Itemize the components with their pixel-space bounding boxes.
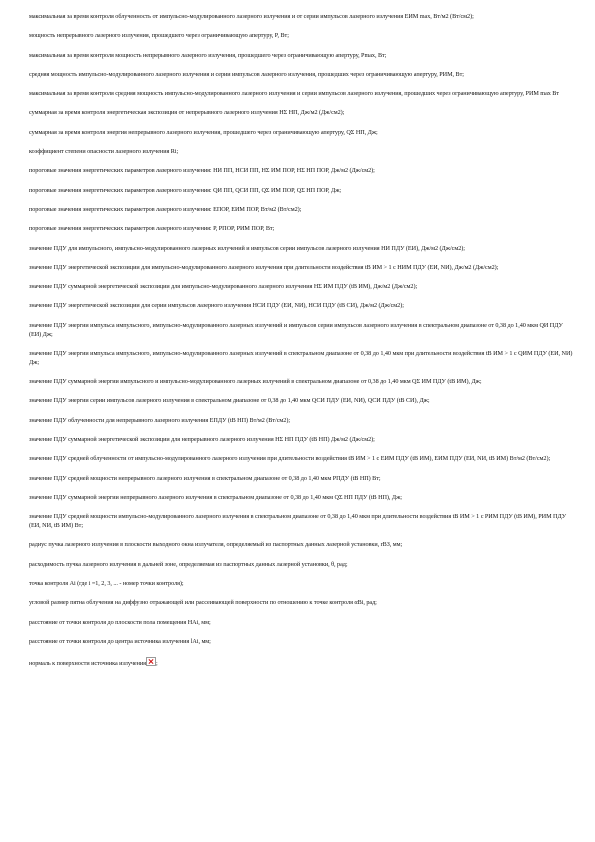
paragraph-4: средняя мощность импульсно-модулированного лазерного излучения и серии импульсов лазерного излучения, прошедших через ограничивающую апертуру, PИМ, Вт; (29, 70, 464, 78)
paragraph-30: угловой размер пятна облучения на диффузно отражающей или рассеивающей поверхности по отношению к точке контроля αВi, рад; (29, 599, 377, 607)
paragraph-9: пороговые значения энергетических параметров лазерного излучения: HИ ПП, HСИ ПП, HΣ ИМ ПОР, HΣ НП ПОР, Дж/м2 (Дж/см2); (29, 167, 375, 175)
paragraph-28: расходимость пучка лазерного излучения в дальней зоне, определяемая из паспортных данных лазерной установки, θ, рад; (29, 560, 348, 568)
paragraph-3: максимальная за время контроля мощность непрерывного лазерного излучения, прошедшего через ограничивающую апертуру, Pmax, Вт; (29, 51, 387, 59)
paragraph-2: мощность непрерывного лазерного излучения, прошедшего через ограничивающую апертуру, P, Вт; (29, 32, 289, 40)
paragraph-33: нормаль к поверхности источника излучения ; (29, 657, 575, 669)
paragraph-25: значение ПДУ суммарной энергии непрерывного лазерного излучения в спектральном диапазоне от 0,38 до 1,40 мкм QΣ НП ПДУ (tВ НП), Дж; (29, 493, 402, 501)
paragraph-10: пороговые значения энергетических параметров лазерного излучения: QИ ПП, QСИ ПП, QΣ ИМ ПОР, QΣ НП ПОР, Дж; (29, 186, 342, 194)
paragraph-5: максимальная за время контроля средняя мощность импульсно-модулированного лазерного излучения и серии импульсов лазерного излучения, прошедших через ограничивающую апертуру, PИМ max Вт (29, 90, 560, 98)
paragraph-17: значение ПДУ энергии импульса импульсного, импульсно-модулированного лазерных излучений и импульсов серии импульсов лазерного излучения в спектральном диапазоне от 0,38 до 1,40 мкм QИ ПДУ (ЕИ) Дж; (29, 321, 563, 338)
paragraph-6: суммарная за время контроля энергетическая экспозиция от непрерывного лазерного излучения HΣ НП, Дж/м2 (Дж/см2); (29, 109, 345, 117)
paragraph-24: значение ПДУ средней мощности непрерывного лазерного излучения в спектральном диапазоне от 0,38 до 1,40 мкм PПДУ (tВ НП) Вт; (29, 474, 381, 482)
paragraph-33-text: нормаль к поверхности источника излучения (29, 660, 146, 668)
paragraph-15: значение ПДУ суммарной энергетической экспозиции для импульсно-модулированного лазерного излучения HΣ ИМ ПДУ (tВ ИМ), Дж/м2 (Дж/см2); (29, 283, 418, 291)
paragraph-7: суммарная за время контроля энергия непрерывного лазерного излучения, прошедшего через ограничивающую апертуру, QΣ НП, Дж; (29, 128, 378, 136)
paragraph-31: расстояние от точки контроля до плоскости пола помещения HAi, мм; (29, 618, 211, 626)
paragraph-23: значение ПДУ средней облученности от импульсно-модулированного лазерного излучения при длительности воздействия tВ ИМ > 1 с EИМ ПДУ (tВ ИМ), EИМ ПДУ (ЕИ, NИ, tВ ИМ) Вт/м2 (Вт/см2); (29, 455, 551, 463)
paragraph-20: значение ПДУ энергии серии импульсов лазерного излучения в спектральном диапазоне от 0,38 до 1,40 мкм QСИ ПДУ (ЕИ, NИ), QСИ ПДУ (tВ СИ), Дж; (29, 397, 430, 405)
paragraph-22: значение ПДУ суммарной энергетической экспозиции для непрерывного лазерного излучения HΣ НП ПДУ (tВ НП) Дж/м2 (Дж/см2); (29, 436, 375, 444)
paragraph-14: значение ПДУ энергетической экспозиции для импульсно-модулированного лазерного излучения при длительности воздействия tВ ИМ > 1 с HИМ ПДУ (ЕИ, NИ), Дж/м2 (Дж/см2); (29, 263, 499, 271)
broken-image-icon (146, 657, 156, 666)
paragraph-11: пороговые значения энергетических параметров лазерного излучения: EПОР, EИМ ПОР, Вт/м2 (Вт/см2); (29, 205, 302, 213)
paragraph-13: значение ПДУ для импульсного, импульсно-модулированного лазерных излучений и импульсов серии импульсов лазерного излучения HИ ПДУ (ЕИ), Дж/м2 (Дж/см2); (29, 244, 465, 252)
paragraph-18: значение ПДУ энергии импульса импульсного, импульсно-модулированного лазерных излучений в спектральном диапазоне от 0,38 до 1,40 мкм при длительности воздействия tВ ИМ > 1 с QИМ ПДУ (ЕИ, NИ) Дж; (29, 349, 573, 366)
paragraph-21: значение ПДУ облученности для непрерывного лазерного излучения EПДУ (tВ НП) Вт/м2 (Вт/см2); (29, 416, 290, 424)
paragraph-26: значение ПДУ средней мощности импульсно-модулированного лазерного излучения в спектральном диапазоне от 0,38 до 1,40 мкм при длительности воздействия tВ ИМ > 1 с PИМ ПДУ (tВ ИМ), PИМ ПДУ (ЕИ, NИ, tВ ИМ) Вт; (29, 513, 567, 530)
paragraph-12: пороговые значения энергетических параметров лазерного излучения: P, PПОР, PИМ ПОР, Вт; (29, 225, 275, 233)
paragraph-8: коэффициент степени опасности лазерного излучения Ri; (29, 148, 179, 156)
paragraph-29: точка контроля Ai (где i =1, 2, 3, ... - номер точки контроля); (29, 580, 184, 588)
paragraph-16: значение ПДУ энергетической экспозиции для серии импульсов лазерного излучения HСИ ПДУ (ЕИ, NИ), HСИ ПДУ (tВ СИ), Дж/м2 (Дж/см2); (29, 302, 404, 310)
paragraph-27: радиус пучка лазерного излучения в плоскости выходного окна излучателя, определяемый из паспортных данных лазерной установки, rВЗ, мм; (29, 541, 403, 549)
paragraph-1: максимальная за время контроля облученность от импульсно-модулированного лазерного излучения и от серии импульсов лазерного излучения EИМ max, Вт/м2 (Вт/см2); (29, 13, 474, 20)
paragraph-19: значение ПДУ суммарной энергии импульсного и импульсно-модулированного лазерных излучений в спектральном диапазоне от 0,38 до 1,40 мкм QΣ ИМ ПДУ (tВ ИМ), Дж; (29, 378, 482, 386)
paragraph-32: расстояние от точки контроля до центра источника излучения lAi, мм; (29, 637, 211, 645)
